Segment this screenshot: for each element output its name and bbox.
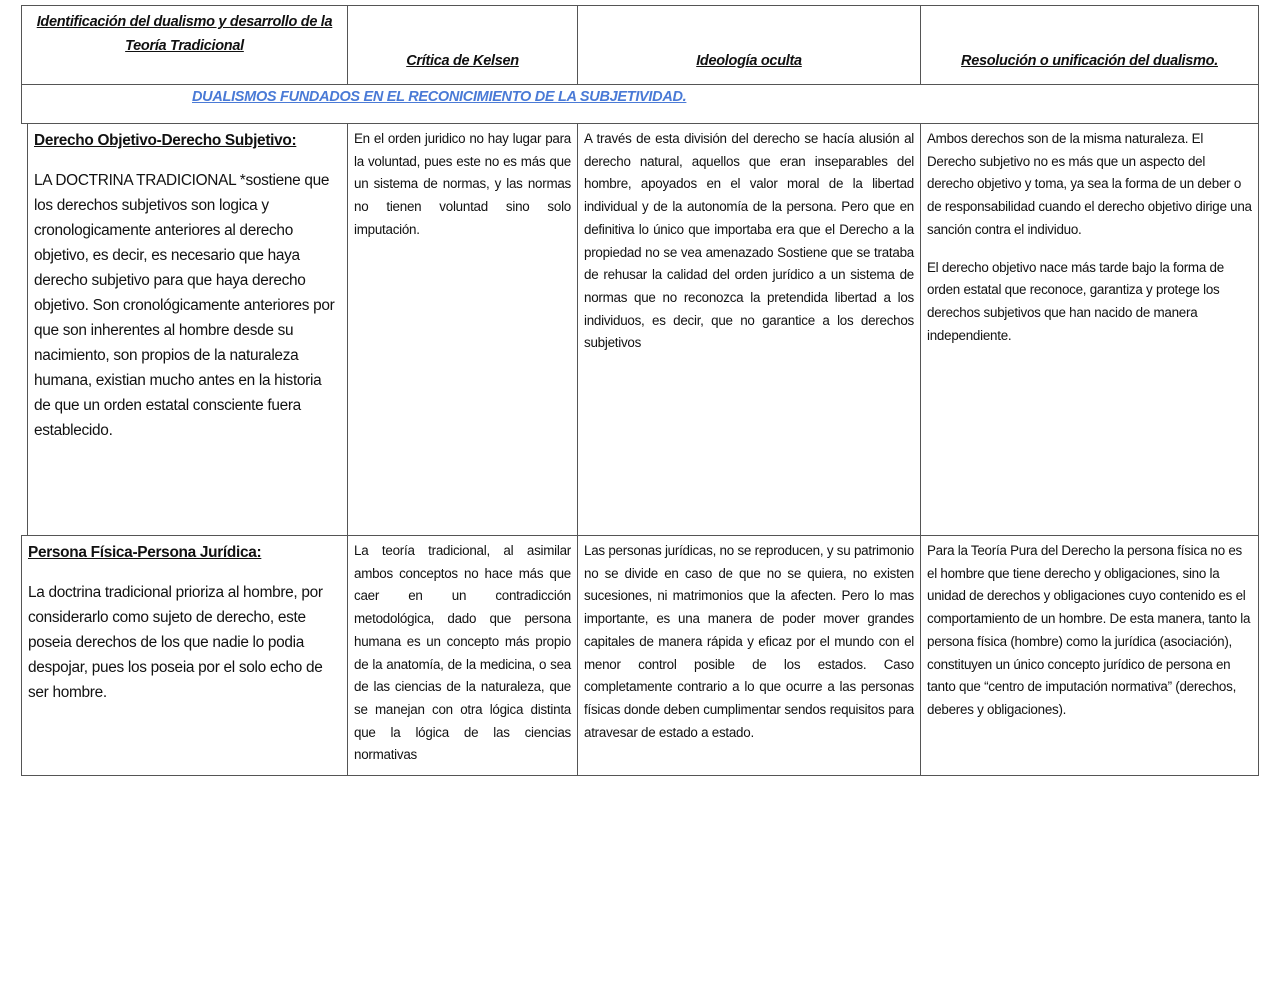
row2-identificacion-text: La doctrina tradicional prioriza al hombre, por considerarlo como sujeto de derecho, este poseia derechos de los que nadie lo podia despojar, pues los poseia por el solo echo de ser hombre. bbox=[28, 584, 323, 701]
header-ideologia-label: Ideología oculta bbox=[696, 53, 802, 69]
row1-identificacion-text: LA DOCTRINA TRADICIONAL *sostiene que los derechos subjetivos son logica y cronologicamente anteriores al derecho objetivo, es decir, es necesario que haya derecho subjetivo para que haya derecho objetivo. Son cronológicamente anteriores por que son inherentes al hombre desde su nacimiento, son propios de la naturaleza humana, existian mucho antes en la historia de que un orden estatal consciente fuera establecido. bbox=[34, 172, 335, 439]
header-resolucion bbox=[920, 5, 1259, 85]
row2-critica: La teoría tradicional, al asimilar ambos conceptos no hace más que caer en un contradicción metodológica, dado que persona humana es un concepto más propio de la anatomía, de la medicina, o sea de las ciencias de la naturaleza, que se manejan con otra lógica distinta que la lógica de las ciencias normativas bbox=[347, 535, 578, 776]
section-title: DUALISMOS FUNDADOS EN EL RECONICIMIENTO DE LA SUBJETIVIDAD. bbox=[21, 84, 1259, 124]
row1-resolucion-p1: Ambos derechos son de la misma naturaleza. El Derecho subjetivo no es más que un aspecto del derecho objetivo y toma, ya sea la forma de un deber o de responsabilidad cuando el derecho objetivo dirige una sanción contra el individuo. bbox=[927, 131, 1252, 237]
row1-critica: En el orden juridico no hay lugar para la voluntad, pues este no es más que un sistema de normas, y las normas no tienen voluntad sino solo imputación. bbox=[347, 123, 578, 536]
row2-identificacion bbox=[21, 535, 348, 776]
row1-identificacion bbox=[27, 123, 348, 536]
row2-resolucion bbox=[920, 535, 1259, 776]
header-critica-label: Crítica de Kelsen bbox=[406, 53, 519, 69]
row2-title: Persona Física-Persona Jurídica: bbox=[28, 544, 262, 561]
row2-resolucion-p1: Para la Teoría Pura del Derecho la persona física no es el hombre que tiene derecho y obligaciones, sino la unidad de derechos y obligaciones cuyo contenido es el comportamiento de un hombre. De esta manera, tanto la persona física (hombre) como la jurídica (asociación), constituyen un único concepto jurídico de persona en tanto que “centro de imputación normativa” (derechos, deberes y obligaciones). bbox=[927, 543, 1251, 717]
row1-ideologia: A través de esta división del derecho se hacía alusión al derecho natural, aquellos que eran inseparables del hombre, apoyados en el valor moral de la libertad individual y de la autonomía de la persona. Pero que en definitiva lo único que importaba era que el Derecho a la propiedad no se vea amenazado Sostiene que se trataba de rehusar la calidad del orden jurídico a un sistema de normas que no reconozca la pretendida libertad a los individuos, es decir, que no garantice a los derechos subjetivos bbox=[577, 123, 921, 536]
header-identificacion: Identificación del dualismo y desarrollo de la Teoría Tradicional bbox=[21, 5, 348, 85]
row1-resolucion-p2: El derecho objetivo nace más tarde bajo la forma de orden estatal que reconoce, garantiza y protege los derechos subjetivos que han nacido de manera independiente. bbox=[927, 259, 1224, 343]
row1-resolucion bbox=[920, 123, 1259, 536]
header-resolucion-label: Resolución o unificación del dualismo. bbox=[961, 53, 1218, 69]
header-critica bbox=[347, 5, 578, 85]
row2-ideologia: Las personas jurídicas, no se reproducen, y su patrimonio no se divide en caso de que no se quiera, no existen sucesiones, ni matrimonios que la afecten. Pero lo mas importante, es una manera de poder mover grandes capitales de manera rápida y eficaz por el mundo con el menor control posible de los estados. Caso completamente contrario a lo que ocurre a las personas físicas donde deben cumplimentar sendos requisitos para atravesar de estado a estado. bbox=[577, 535, 921, 776]
header-ideologia bbox=[577, 5, 921, 85]
row1-title: Derecho Objetivo-Derecho Subjetivo: bbox=[34, 132, 297, 149]
